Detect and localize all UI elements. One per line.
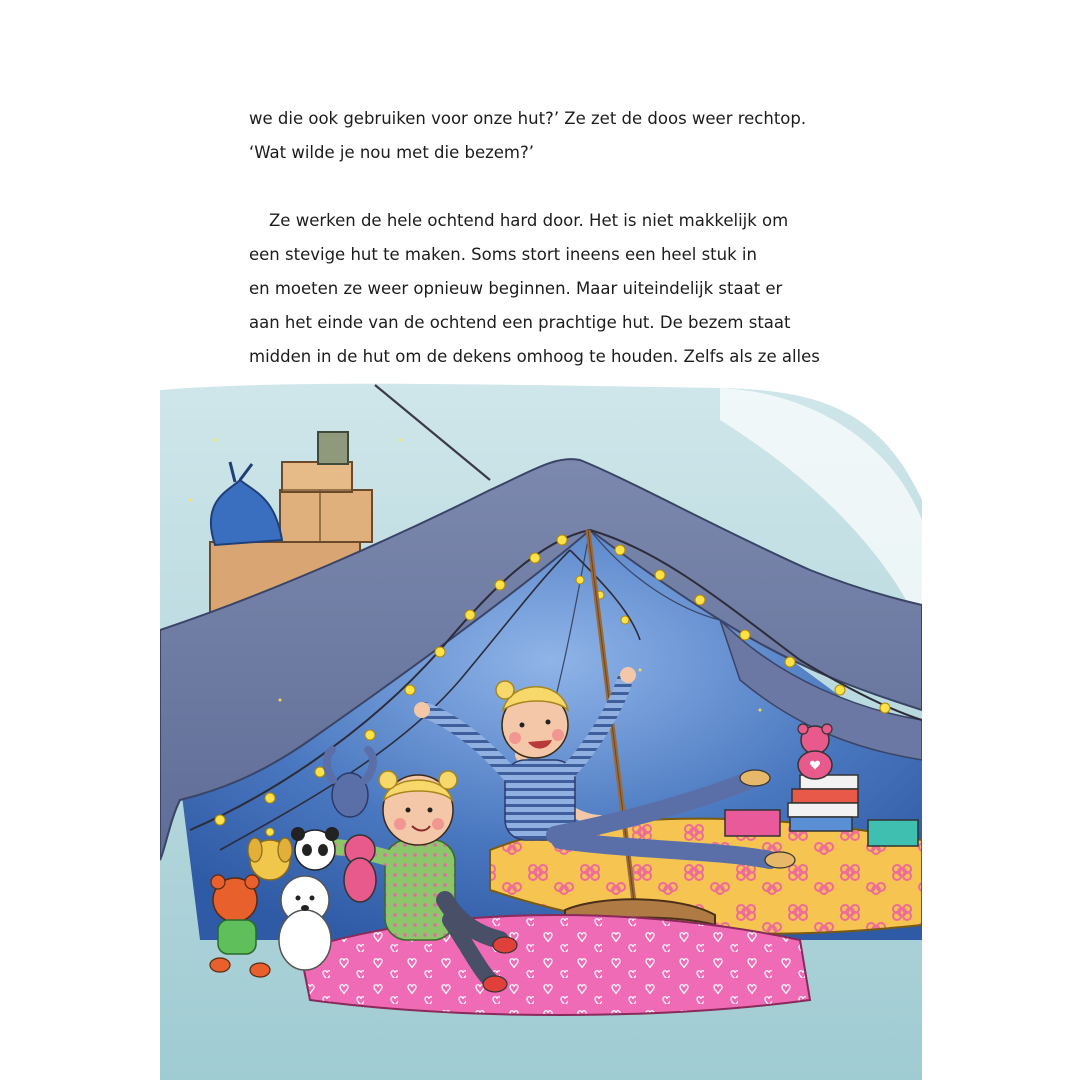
- text-line: we die ook gebruiken voor onze hut?’ Ze zet de doos weer rechtop.: [249, 109, 807, 128]
- text-line: Ze werken de hele ochtend hard door. Het is niet makkelijk om: [269, 211, 789, 230]
- blanket-fort-illustration: [160, 380, 922, 1080]
- story-text: [249, 102, 849, 374]
- text-line: en moeten ze weer opnieuw beginnen. Maar uiteindelijk staat er: [249, 279, 783, 298]
- paragraph-gap: [249, 170, 849, 204]
- text-line: ‘Wat wilde je nou met die bezem?’: [249, 143, 535, 162]
- text-line: een stevige hut te maken. Soms stort ineens een heel stuk in: [249, 245, 757, 264]
- text-line: aan het einde van de ochtend een prachtige hut. De bezem staat: [249, 313, 791, 332]
- pink-heart-mat: [300, 915, 810, 1015]
- text-line: midden in de hut om de dekens omhoog te houden. Zelfs als ze alles: [249, 347, 820, 366]
